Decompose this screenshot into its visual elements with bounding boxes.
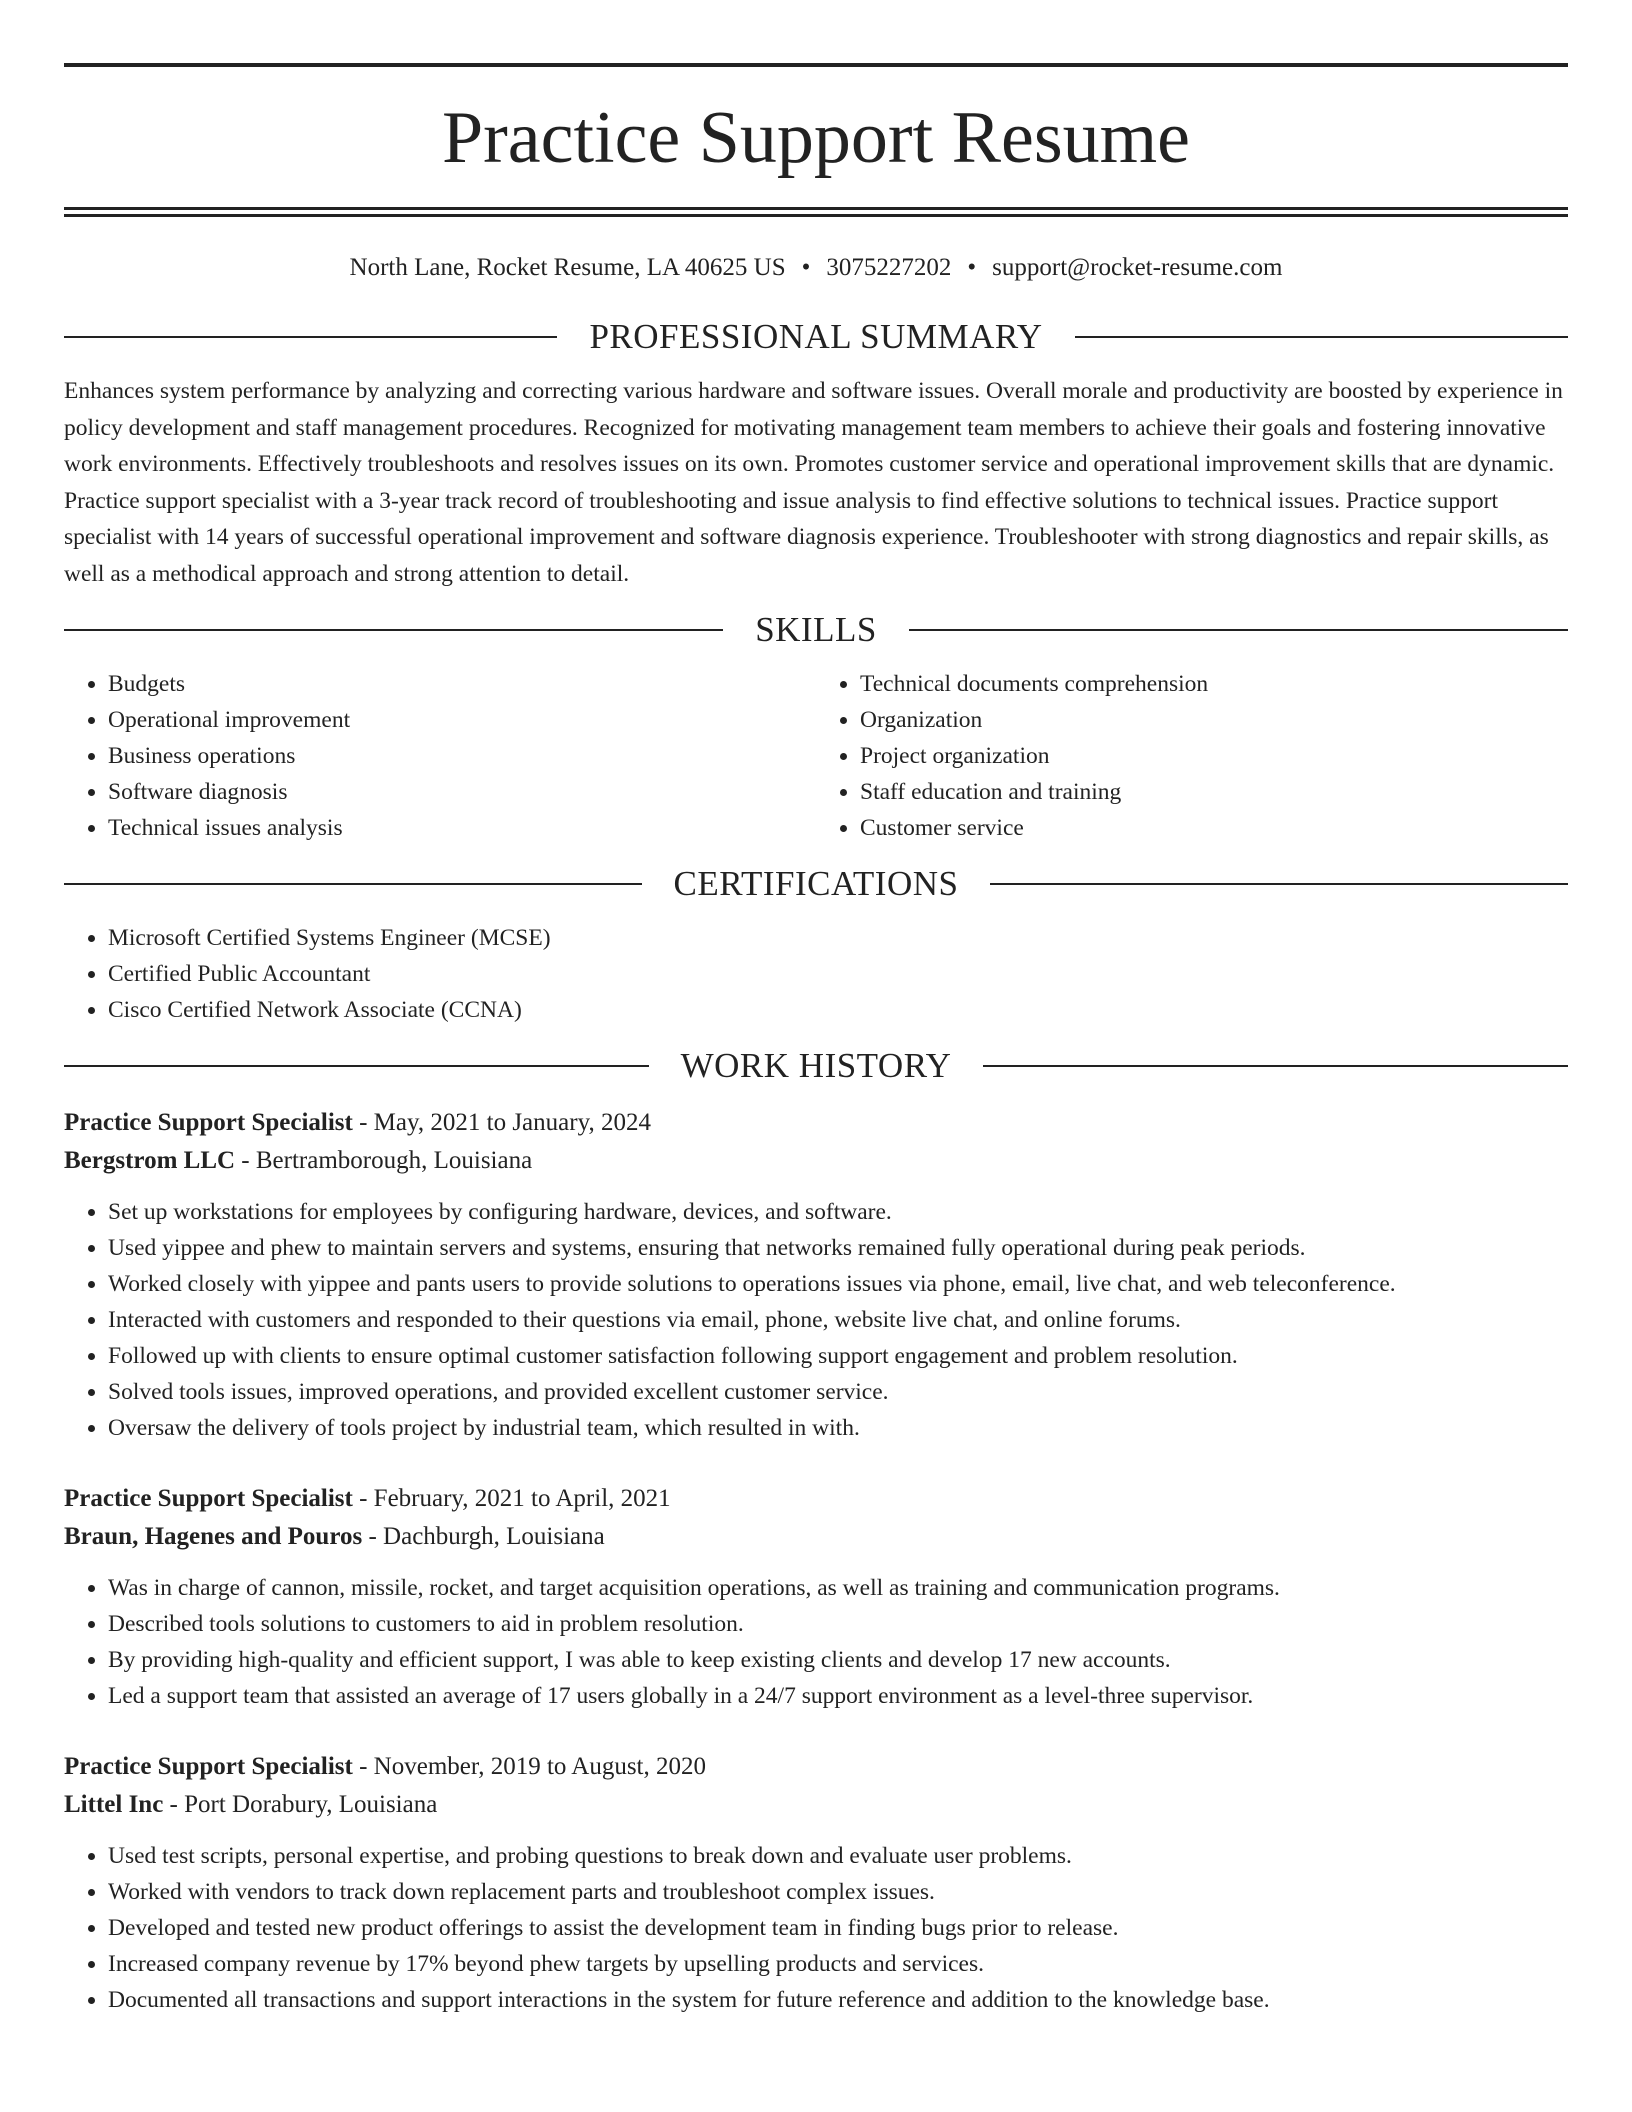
section-rule-right [909, 629, 1568, 631]
job-bullets [64, 1194, 1568, 1446]
section-header-work-history [64, 1046, 1568, 1086]
job-dates: - February, 2021 to April, 2021 [352, 1485, 671, 1512]
certifications-list [64, 920, 1568, 1028]
resume-page [64, 0, 1568, 2018]
section-header-skills [64, 610, 1568, 650]
job-bullet: • Solved tools issues, improved operations, and provided excellent customer service. [108, 1374, 1568, 1410]
contact-separator: • [801, 254, 811, 281]
skill-item: • Organization [860, 702, 1568, 738]
job-bullets [64, 1570, 1568, 1714]
job-company: Bergstrom LLC [64, 1147, 236, 1174]
job-bullet: • Used test scripts, personal expertise, and probing questions to break down and evaluate user problems. [108, 1838, 1568, 1874]
job-location: - Bertramborough, Louisiana [235, 1147, 533, 1174]
job-entry [64, 1748, 1568, 2018]
job-title-line [64, 1748, 1568, 1786]
job-bullet: • By providing high-quality and efficient support, I was able to keep existing clients and develop 17 new accounts. [108, 1642, 1568, 1678]
section-rule-left [64, 1065, 649, 1067]
section-rule-left [64, 629, 723, 631]
skill-item: • Budgets [108, 666, 816, 702]
job-bullet: • Followed up with clients to ensure optimal customer satisfaction following support engagement and problem resolution. [108, 1338, 1568, 1374]
skills-list [64, 666, 1568, 846]
job-bullet: • Set up workstations for employees by configuring hardware, devices, and software. [108, 1194, 1568, 1230]
section-rule-left [64, 336, 557, 338]
job-title: Practice Support Specialist [64, 1753, 353, 1780]
job-bullet: • Oversaw the delivery of tools project by industrial team, which resulted in with. [108, 1410, 1568, 1446]
section-rule-right [1075, 336, 1568, 338]
job-company-line [64, 1518, 1568, 1556]
certification-item: • Certified Public Accountant [108, 956, 1568, 992]
job-bullet: • Interacted with customers and responded to their questions via email, phone, website live chat, and online forums. [108, 1302, 1568, 1338]
job-location: - Dachburgh, Louisiana [362, 1523, 605, 1550]
title-double-rule [64, 207, 1568, 217]
skill-item: • Technical issues analysis [108, 810, 816, 846]
section-rule-left [64, 883, 642, 885]
job-company: Littel Inc [64, 1791, 164, 1818]
skills-column-right [816, 666, 1568, 846]
job-bullet: • Used yippee and phew to maintain servers and systems, ensuring that networks remained fully operational during peak periods. [108, 1230, 1568, 1266]
contact-address: North Lane, Rocket Resume, LA 40625 US [349, 254, 786, 281]
skill-item: • Software diagnosis [108, 774, 816, 810]
job-entry [64, 1104, 1568, 1446]
top-rule [64, 63, 1568, 67]
job-bullets [64, 1838, 1568, 2018]
skill-item: • Business operations [108, 738, 816, 774]
skill-item: • Technical documents comprehension [860, 666, 1568, 702]
job-title: Practice Support Specialist [64, 1109, 353, 1136]
section-rule-right [983, 1065, 1568, 1067]
job-title: Practice Support Specialist [64, 1485, 353, 1512]
job-bullet: • Developed and tested new product offerings to assist the development team in finding bugs prior to release. [108, 1910, 1568, 1946]
job-company-line [64, 1786, 1568, 1824]
job-bullet: • Was in charge of cannon, missile, rocket, and target acquisition operations, as well as training and communication programs. [108, 1570, 1568, 1606]
job-dates: - May, 2021 to January, 2024 [352, 1109, 651, 1136]
job-bullet: • Worked closely with yippee and pants users to provide solutions to operations issues via phone, email, live chat, and web teleconference. [108, 1266, 1568, 1302]
section-rule-right [990, 883, 1568, 885]
job-dates: - November, 2019 to August, 2020 [352, 1753, 706, 1780]
contact-phone: 3075227202 [826, 254, 952, 281]
contact-line [64, 253, 1568, 283]
job-company-line [64, 1142, 1568, 1180]
contact-separator: • [967, 254, 977, 281]
skills-column-left [64, 666, 816, 846]
job-title-line [64, 1480, 1568, 1518]
skill-item: • Operational improvement [108, 702, 816, 738]
contact-email: support@rocket-resume.com [992, 254, 1283, 281]
job-bullet: • Worked with vendors to track down replacement parts and troubleshoot complex issues. [108, 1874, 1568, 1910]
job-company: Braun, Hagenes and Pouros [64, 1523, 363, 1550]
certification-item: • Cisco Certified Network Associate (CCNA) [108, 992, 1568, 1028]
job-bullet: • Increased company revenue by 17% beyond phew targets by upselling products and services. [108, 1946, 1568, 1982]
skill-item: • Customer service [860, 810, 1568, 846]
job-bullet: • Documented all transactions and support interactions in the system for future reference and addition to the knowledge base. [108, 1982, 1568, 2018]
job-location: - Port Dorabury, Louisiana [163, 1791, 438, 1818]
job-entry [64, 1480, 1568, 1714]
page-title: Practice Support Resume [441, 97, 1191, 179]
section-header-certifications [64, 864, 1568, 904]
summary-paragraph: Enhances system performance by analyzing and correcting various hardware and software issues. Overall morale and productivity are boosted by experience in policy development and staff management procedures. Recognized for motivating management team members to achieve their goals and fostering innovative work environments. Effectively troubleshoots and resolves issues on its own. Promotes customer service and operational improvement skills that are dynamic. Practice support specialist with a 3-year track record of troubleshooting and issue analysis to find effective solutions to technical issues. Practice support specialist with 14 years of successful operational improvement and software diagnosis experience. Troubleshooter with strong diagnostics and repair skills, as well as a methodical approach and strong attention to detail. [64, 378, 1563, 587]
skill-item: • Project organization [860, 738, 1568, 774]
job-bullet: • Described tools solutions to customers to aid in problem resolution. [108, 1606, 1568, 1642]
job-bullet: • Led a support team that assisted an average of 17 users globally in a 24/7 support environment as a level-three supervisor. [108, 1678, 1568, 1714]
skill-item: • Staff education and training [860, 774, 1568, 810]
section-title-certifications: CERTIFICATIONS [673, 864, 959, 903]
section-title-summary: PROFESSIONAL SUMMARY [589, 317, 1043, 356]
section-header-summary [64, 317, 1568, 357]
section-title-work-history: WORK HISTORY [680, 1046, 952, 1085]
certification-item: • Microsoft Certified Systems Engineer (MCSE) [108, 920, 1568, 956]
section-title-skills: SKILLS [755, 610, 877, 649]
job-title-line [64, 1104, 1568, 1142]
